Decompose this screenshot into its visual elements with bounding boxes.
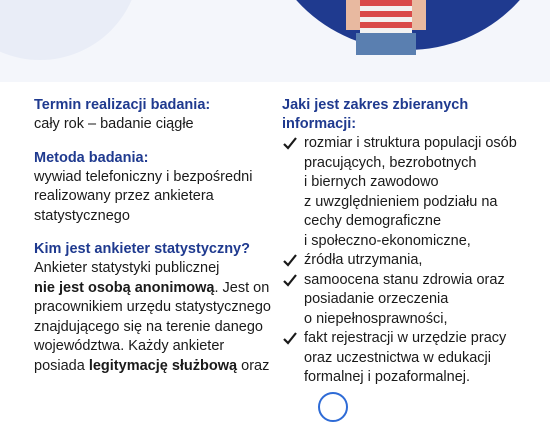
metoda-line: realizowany przez ankietera bbox=[34, 188, 214, 204]
list-line: rozmiar i struktura populacji osób bbox=[304, 135, 517, 151]
check-icon bbox=[282, 329, 298, 348]
bold-phrase: legitymację służbową bbox=[88, 357, 238, 374]
text-fragment: . Jest on bbox=[214, 279, 270, 296]
ankieter-line bbox=[34, 357, 274, 377]
list-line: o niepełnosprawności, bbox=[304, 310, 448, 327]
metoda-heading: Metoda badania: bbox=[34, 149, 149, 166]
list-line: cechy demograficzne bbox=[304, 213, 442, 229]
metoda-line: wywiad telefoniczny i bezpośredni bbox=[34, 168, 253, 185]
list-item bbox=[282, 251, 544, 271]
list-line: z uwzględnieniem podziału na bbox=[304, 193, 498, 210]
list-line: formalnej i pozaformalnej. bbox=[304, 369, 471, 385]
circle-icon bbox=[318, 392, 348, 422]
ankieter-line bbox=[34, 279, 274, 299]
bold-phrase: nie jest osobą anonimową bbox=[34, 279, 215, 296]
list-line: fakt rejestracji w urzędzie pracy bbox=[304, 330, 507, 346]
text-fragment: posiada bbox=[34, 357, 89, 374]
person-photo bbox=[326, 0, 446, 55]
list-line: i społeczno-ekonomiczne, bbox=[304, 232, 471, 249]
list-line: oraz uczestnictwa w edukacji bbox=[304, 349, 491, 366]
check-icon bbox=[282, 251, 298, 270]
ankieter-line: pracownikiem urzędu statystycznego bbox=[34, 299, 271, 315]
ankieter-line: Ankieter statystyki publicznej bbox=[34, 260, 220, 276]
list-line: i biernych zawodowo bbox=[304, 174, 439, 190]
ankieter-line: znajdującego się na terenie danego bbox=[34, 318, 263, 335]
text-fragment: oraz bbox=[237, 357, 270, 374]
left-column bbox=[34, 96, 274, 376]
termin-text: cały rok – badanie ciągłe bbox=[34, 116, 194, 132]
check-icon bbox=[282, 134, 298, 153]
list-line: samoocena stanu zdrowia oraz bbox=[304, 271, 505, 288]
list-line: źródła utrzymania, bbox=[304, 252, 423, 268]
zakres-heading: Jaki jest zakres zbieranych informacji: bbox=[282, 97, 469, 132]
ankieter-heading: Kim jest ankieter statystyczny? bbox=[34, 241, 250, 257]
ankieter-line: województwa. Każdy ankieter bbox=[34, 338, 225, 354]
check-icon bbox=[282, 271, 298, 290]
metoda-line: statystycznego bbox=[34, 207, 130, 224]
list-item bbox=[282, 329, 544, 388]
right-column bbox=[282, 96, 544, 388]
list-item bbox=[282, 271, 544, 330]
list-line: posiadanie orzeczenia bbox=[304, 291, 449, 307]
list-line: pracujących, bezrobotnych bbox=[304, 154, 477, 171]
list-item bbox=[282, 134, 544, 251]
termin-heading: Termin realizacji badania: bbox=[34, 97, 211, 113]
